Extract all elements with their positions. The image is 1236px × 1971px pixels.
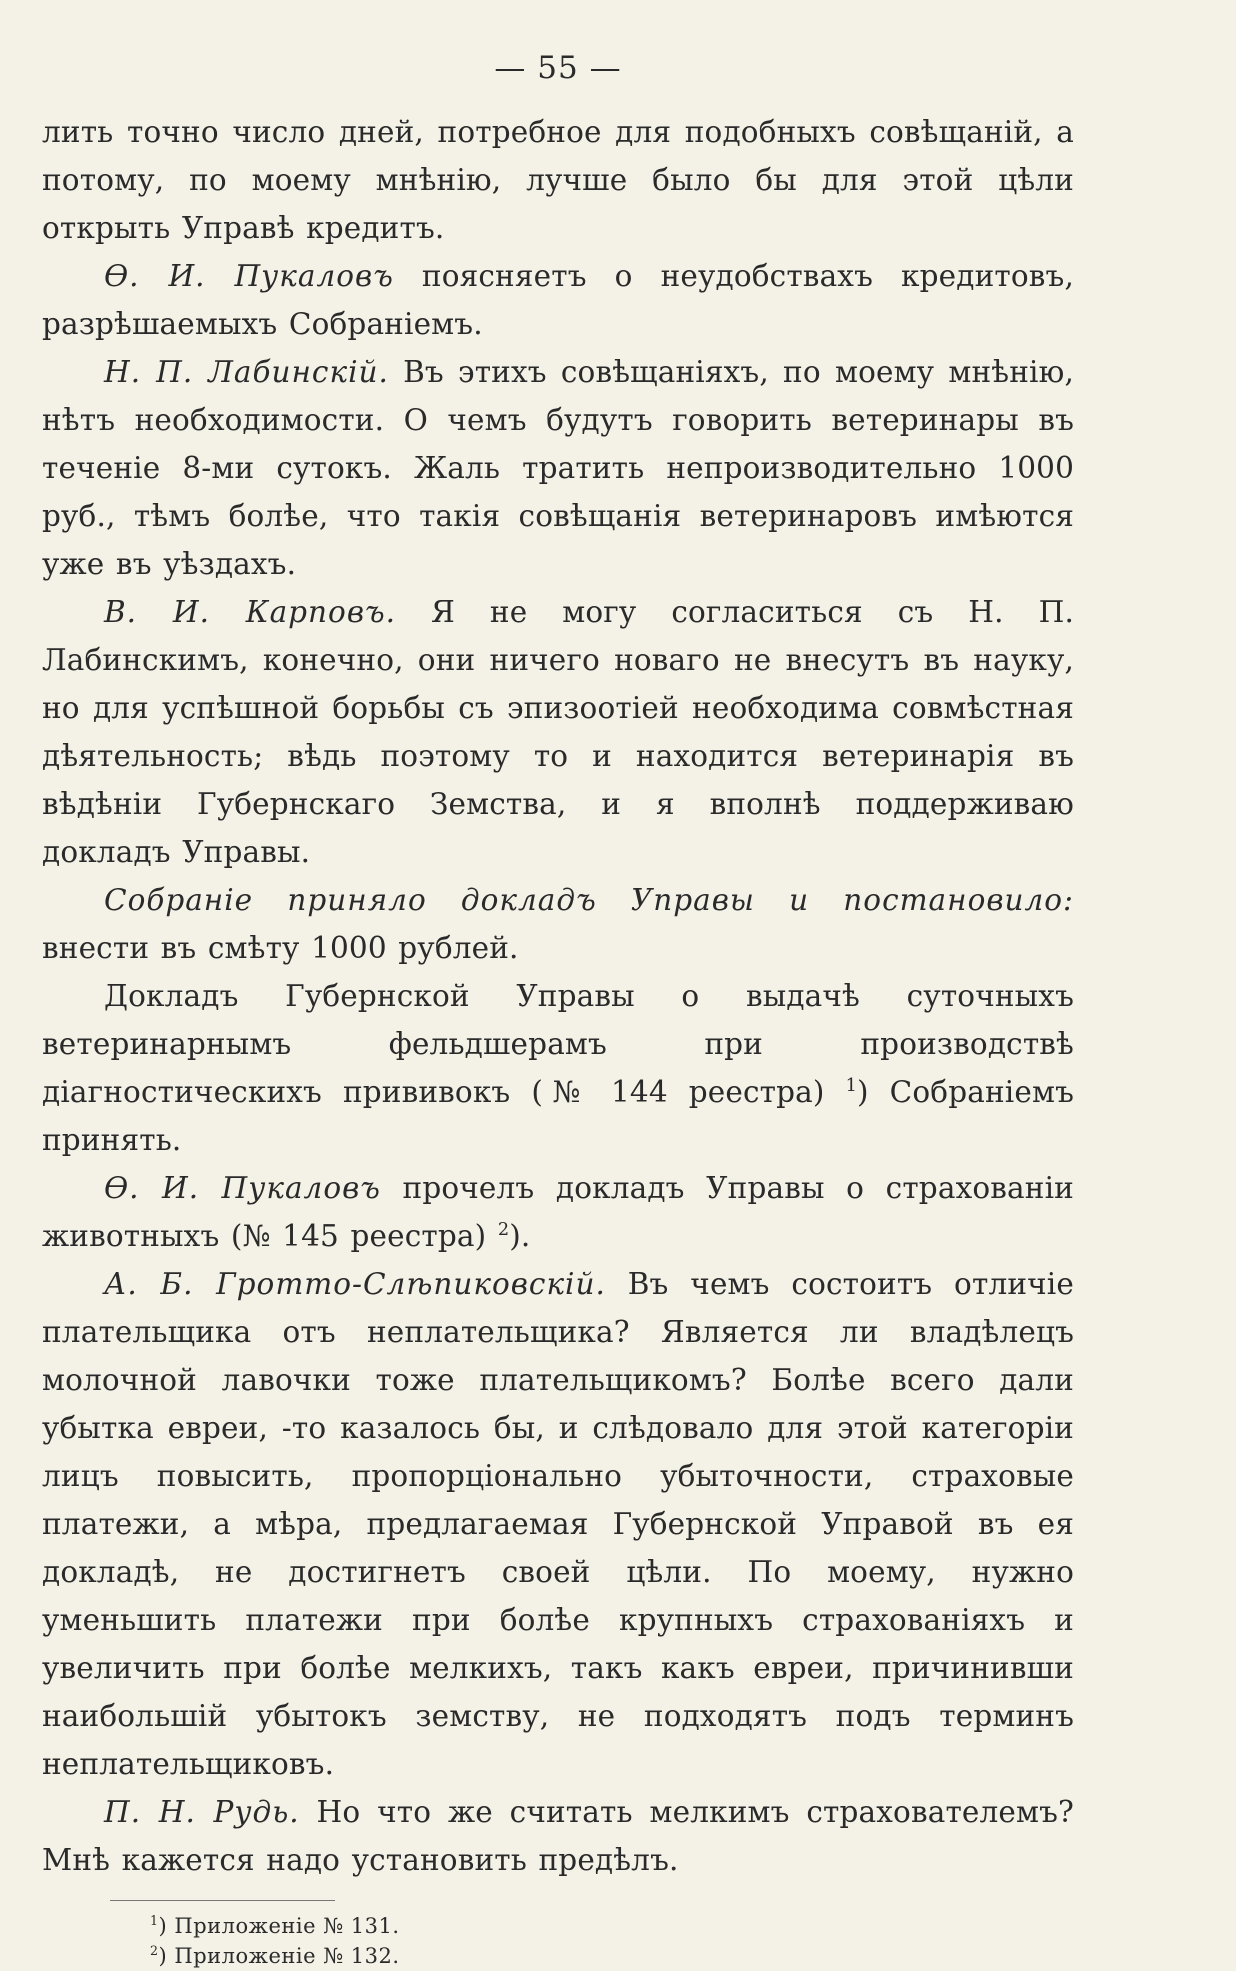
paragraph-tail: .	[520, 1219, 531, 1253]
footnote-text: Приложеніе № 131.	[174, 1914, 400, 1938]
footnote-divider	[110, 1900, 335, 1901]
footnote: $^2$) Приложеніе № 132.	[150, 1943, 400, 1968]
paragraph-text: Докладъ Губернской Управы о выдачѣ суточныхъ ветеринарнымъ фельдшерамъ при производствѣ діагностическихъ прививокъ (№ 144 реестра)	[42, 979, 1074, 1109]
paragraph	[42, 108, 1074, 252]
paragraph-text: лить точно число дней, потребное для подобныхъ совѣщаній, а потому, по моему мнѣнію, лучше было бы для этой цѣли открыть Управѣ кредитъ.	[42, 115, 1074, 245]
paragraph-text: Но что же считать мелкимъ страхователемъ? Мнѣ кажется надо установить предѣлъ.	[42, 1795, 1075, 1877]
paragraph	[42, 252, 1074, 348]
paragraph-tail: Собраніемъ принять.	[42, 1075, 1074, 1157]
paragraph	[42, 1788, 1074, 1884]
speaker-name: В. И. Карповъ.	[104, 595, 397, 629]
page	[42, 50, 1074, 1971]
speaker-name: Ѳ. И. Пукаловъ	[104, 1171, 381, 1205]
footnote-mark: 2	[150, 1943, 159, 1958]
paragraph	[42, 876, 1074, 972]
page-number: — 55 —	[494, 50, 622, 86]
paragraph-text: Я не могу согласиться съ Н. П. Лабинскимъ, конечно, они ничего новаго не внесутъ въ науку, но для успѣшной борьбы съ эпизоотіей необходима совмѣстная дѣятельность; вѣдь поэтому то и находится ветеринарія въ вѣдѣніи Губернскаго Земства, и я вполнѣ поддерживаю докладъ Управы.	[42, 595, 1074, 869]
footnote-mark: 1	[150, 1913, 159, 1928]
paragraph	[42, 1260, 1074, 1788]
speaker-name: А. Б. Гротто-Слѣпиковскій.	[104, 1267, 606, 1301]
paragraph-text: поясняетъ о неудобствахъ кредитовъ, разрѣшаемыхъ Собраніемъ.	[42, 259, 1074, 341]
paragraph-text: Въ этихъ совѣщаніяхъ, по моему мнѣнію, нѣтъ необходимости. О чемъ будутъ говорить ветеринары въ теченіе 8-ми сутокъ. Жаль тратить непроизводительно 1000 руб., тѣмъ болѣе, что такія совѣщанія ветеринаровъ имѣются уже въ уѣздахъ.	[42, 355, 1074, 581]
paragraph-text: прочелъ докладъ Управы о страхованіи животныхъ (№ 145 реестра)	[42, 1171, 1074, 1253]
paragraph-text: Въ чемъ состоитъ отличіе плательщика отъ неплательщика? Является ли владѣлецъ молочной лавочки тоже плательщикомъ? Болѣе всего дали убытка евреи, -то казалось бы, и слѣдовало для этой категоріи лицъ повысить, пропорціонально убыточности, страховые платежи, а мѣра, предлагаемая Губернской Управой въ ея докладѣ, не достигнетъ своей цѣли. По моему, нужно уменьшить платежи при болѣе крупныхъ страхованіяхъ и увеличить при болѣе мелкихъ, такъ какъ евреи, причинивши наибольшій убытокъ земству, не подходятъ подъ терминъ неплательщиковъ.	[42, 1267, 1074, 1781]
footnote-ref: 1	[845, 1076, 857, 1097]
footnote: $^1$) Приложеніе № 131.	[150, 1913, 400, 1938]
paragraph	[42, 588, 1074, 876]
speaker-name: Ѳ. И. Пукаловъ	[104, 259, 394, 293]
footnote-text: Приложеніе № 132.	[174, 1944, 400, 1968]
paragraph-text: внести въ смѣту 1000 рублей.	[42, 931, 519, 965]
footnote-ref: 2	[497, 1220, 510, 1241]
speaker-name: Н. П. Лабинскій.	[104, 355, 389, 389]
paragraph: Ѳ. И. Пукаловъ прочелъ докладъ Управы о страхованіи животныхъ (№ 145 реестра) $^2$).	[42, 1171, 1074, 1253]
paragraph: Докладъ Губернской Управы о выдачѣ суточныхъ ветеринарнымъ фельдшерамъ при производствѣ діагностическихъ прививокъ (№ 144 реестра) $^1$) Собраніемъ принять.	[42, 979, 1074, 1157]
paragraph	[42, 348, 1074, 588]
speaker-name: П. Н. Рудь.	[104, 1795, 300, 1829]
resolution-phrase: Собраніе приняло докладъ Управы и постановило:	[104, 883, 1074, 917]
